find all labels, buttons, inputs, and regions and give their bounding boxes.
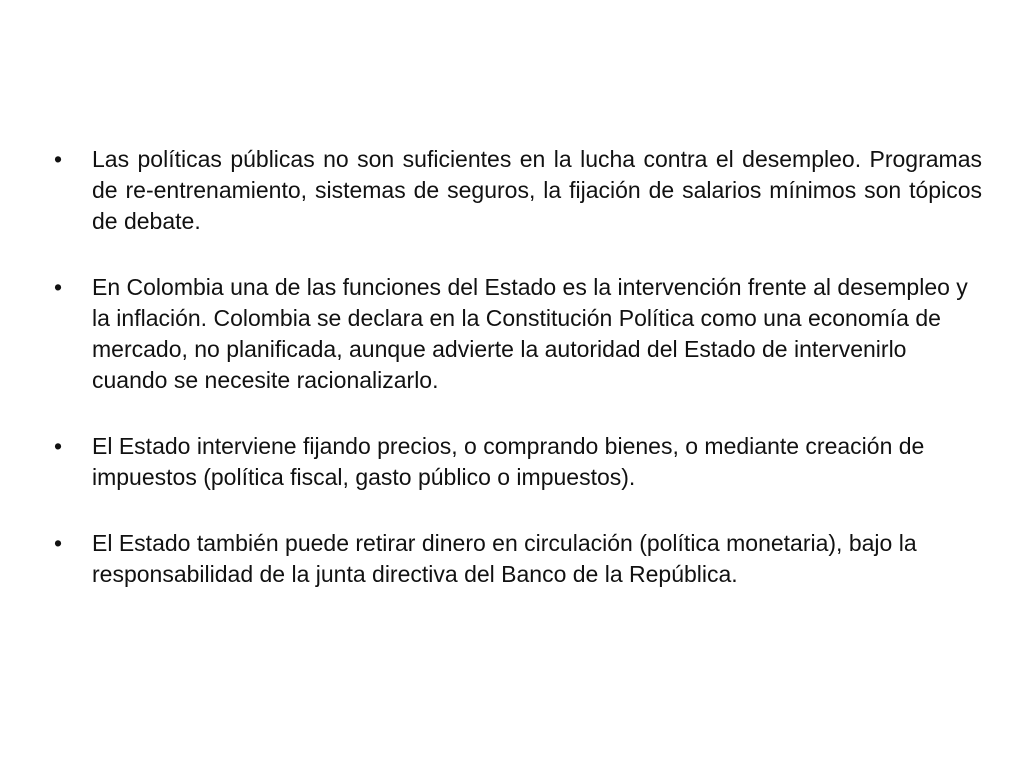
- bullet-text: El Estado interviene fijando precios, o comprando bienes, o mediante creación de impuestos (política fiscal, gasto público o impuestos).: [92, 433, 925, 490]
- bullet-list: [52, 144, 982, 625]
- bullet-text: En Colombia una de las funciones del Estado es la intervención frente al desempleo y la inflación. Colombia se declara en la Constitución Política como una economía de mercado, no planificada, aunque advierte la autoridad del Estado de intervenirlo cuando se necesite racionalizarlo.: [92, 274, 968, 393]
- bullet-marker: •: [54, 274, 63, 300]
- bullet-item-policies: [52, 144, 982, 237]
- bullet-item-monetary-policy: [52, 528, 982, 590]
- bullet-item-state-intervention: [52, 431, 982, 493]
- bullet-marker: •: [54, 146, 63, 172]
- bullet-text: El Estado también puede retirar dinero en circulación (política monetaria), bajo la responsabilidad de la junta directiva del Banco de la República.: [92, 530, 917, 587]
- bullet-marker: •: [54, 433, 63, 459]
- bullet-text: Las políticas públicas no son suficientes en la lucha contra el desempleo. Programas de re-entrenamiento, sistemas de seguros, la fijación de salarios mínimos son tópicos de debate.: [92, 146, 982, 234]
- bullet-marker: •: [54, 530, 63, 556]
- bullet-item-colombia-state: [52, 272, 982, 396]
